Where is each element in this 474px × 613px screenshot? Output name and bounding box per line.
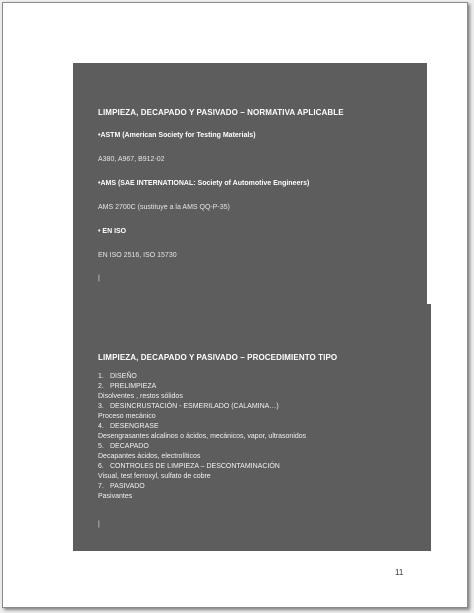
page-number: 11 — [395, 568, 404, 577]
list-item: 7. PASIVADO — [98, 483, 145, 490]
slide-procedimiento — [73, 304, 431, 551]
slide-title: LIMPIEZA, DECAPADO Y PASIVADO – PROCEDIMIENTO TIPO — [98, 353, 338, 362]
standard-ams-codes: AMS 2700C (sustituye a la AMS QQ-P-35) — [98, 204, 230, 211]
procedure-list — [98, 372, 431, 502]
text-cursor: | — [98, 521, 100, 528]
list-item: 2. PRELIMPIEZA — [98, 383, 157, 390]
list-item-detail: Visual, test ferroxyl, sulfato de cobre — [98, 473, 211, 480]
list-item-detail: Proceso mecánico — [98, 413, 156, 420]
standard-astm-codes: A380, A967, B912-02 — [98, 156, 165, 163]
slide-title: LIMPIEZA, DECAPADO Y PASIVADO – NORMATIVA APLICABLE — [98, 108, 344, 117]
standard-en-iso-codes: EN ISO 2516, ISO 15730 — [98, 252, 177, 259]
list-item-detail: Pasivantes — [98, 493, 133, 500]
standard-astm: •ASTM (American Society for Testing Materials) — [98, 132, 256, 139]
list-item: 6. CONTROLES DE LIMPIEZA – DESCONTAMINACIÓN — [98, 463, 280, 470]
text-cursor: | — [98, 275, 100, 282]
standard-en-iso: • EN ISO — [98, 228, 127, 235]
slide-normativa — [73, 63, 427, 304]
list-item: 4. DESENGRASE — [98, 423, 159, 430]
list-item: 3. DESINCRUSTACIÓN - ESMERILADO (CALAMINA…) — [98, 403, 279, 410]
list-item-detail: Desengrasantes alcalinos o ácidos, mecánicos, vapor, ultrasonidos — [98, 433, 307, 440]
list-item-detail: Decapantes ácidos, electrolíticos — [98, 453, 201, 460]
standard-ams: •AMS (SAE INTERNATIONAL: Society of Automotive Engineers) — [98, 180, 310, 187]
document-page — [2, 2, 468, 608]
list-item: 1. DISEÑO — [98, 373, 137, 380]
list-item-detail: Disolventes , restos sólidos — [98, 393, 183, 400]
list-item: 5. DECAPADO — [98, 443, 149, 450]
